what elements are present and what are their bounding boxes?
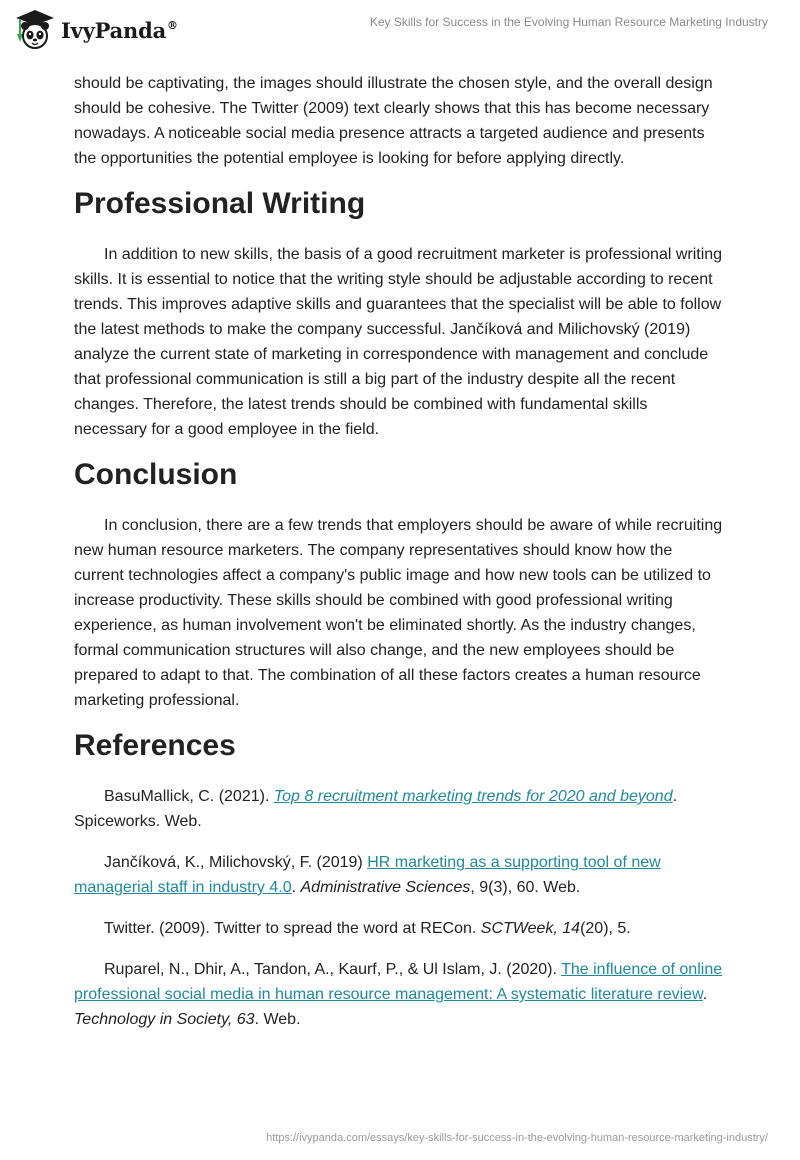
reference-link[interactable]: Top 8 recruitment marketing trends for 2020 and beyond [273,788,673,805]
reference-item: Jančíková, K., Milichovský, F. (2019) HR marketing as a supporting tool of new managerial staff in industry 4.0. Administrative Sciences, 9(3), 60. Web. [74,854,661,896]
reference-link[interactable]: The influence of online professional social media in human resource management: A systematic literature review [74,961,723,1003]
brand-name: IvyPanda® [61,17,178,43]
reference-item: Ruparel, N., Dhir, A., Tandon, A., Kaurf, P., & Ul Islam, J. (2020). The influence of online professional social media in human resource management: A systematic literature review. Technology in Society, 63. Web. [74,961,723,1028]
heading-professional-writing: Professional Writing [74,187,366,220]
footer-source-url[interactable]: https://ivypanda.com/essays/key-skills-for-success-in-the-evolving-human-resource-marketing-industry/ [266,1132,768,1144]
page-header [0,0,800,62]
panda-graduation-icon [14,8,56,52]
reference-item: Twitter. (2009). Twitter to spread the word at RECon. SCTWeek, 14(20), 5. [104,920,631,937]
reference-link[interactable]: HR marketing as a supporting tool of new managerial staff in industry 4.0 [74,854,661,896]
conclusion-paragraph: In conclusion, there are a few trends that employers should be aware of while recruiting new human resource marketers. The company representatives should know how the current technologies affect a company's public image and how new tools can be utilized to increase productivity. These skills should be combined with good professional writing experience, as human involvement won't be eliminated shortly. As the industry changes, formal communication structures will also change, and the new employees should be prepared to adapt to that. The combination of all these factors creates a human resource marketing professional. [74,517,723,709]
essay-body [74,71,724,1048]
heading-references: References [74,729,236,762]
references-list [74,784,724,1032]
intro-paragraph: should be captivating, the images should illustrate the chosen style, and the overall design should be cohesive. The Twitter (2009) text clearly shows that this has become necessary nowadays. A noticeable social media presence attracts a targeted audience and presents the opportunities the potential employee is looking for before applying directly. [74,75,713,167]
heading-conclusion: Conclusion [74,458,238,491]
professional-writing-paragraph: In addition to new skills, the basis of a good recruitment marketer is professional writing skills. It is essential to notice that the writing style should be adjustable according to recent trends. This improves adaptive skills and guarantees that the specialist will be able to follow the latest methods to make the company successful. Jančíková and Milichovský (2019) analyze the current state of marketing in correspondence with management and conclude that professional communication is still a big part of the industry despite all the recent changes. Therefore, the latest trends should be combined with fundamental skills necessary for a good employee in the field. [74,246,723,438]
ivypanda-logo[interactable] [14,8,178,52]
document-title: Key Skills for Success in the Evolving Human Resource Marketing Industry [369,15,768,29]
reference-item: BasuMallick, C. (2021). Top 8 recruitment marketing trends for 2020 and beyond. Spiceworks. Web. [74,788,678,830]
